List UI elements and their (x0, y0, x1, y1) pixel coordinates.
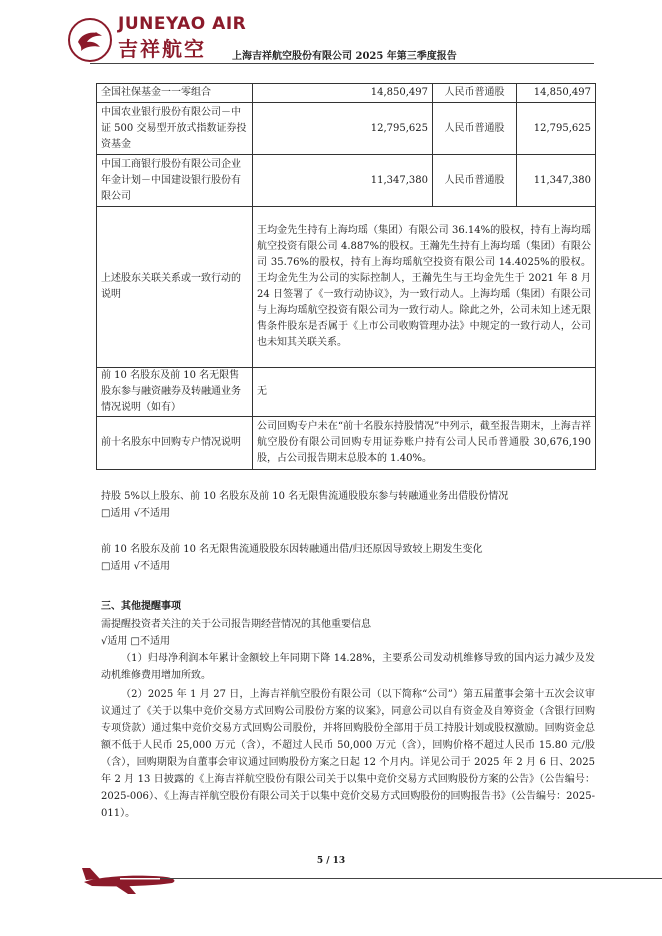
table-row (97, 103, 596, 155)
paragraph-2: （2）2025 年 1 月 27 日，上海吉祥航空股份有限公司（以下简称“公司”）第五届董事会第十五次会议审议通过了《关于以集中竞价交易方式回购公司股份方案的议案》，同意公司以自有资金及自筹资金（含银行回购专项贷款）通过集中竞价交易方式回购公司股份，并将回购股份全部用于员工持股计划或股权激励。回购资金总额不低于人民币 25,000 万元（含），不超过人民币 50,000 万元（含），回购价格不超过人民币 15.80 元/股（含），回购期限为自董事会审议通过回购股份方案之日起 12 个月内。详见公司于 2025 年 2 月 6 日、2025 年 2 月 13 日披露的《上海吉祥航空股份有限公司关于以集中竞价交易方式回购股份方案的公告》（公告编号：2025-006）、《上海吉祥航空股份有限公司关于以集中竞价交易方式回购股份的回购报告书》（公告编号：2025-011）。 (101, 689, 595, 819)
table-row (97, 368, 596, 417)
paragraph-1: （1）归母净利润本年累计金额较上年同期下降 14.28%，主要系公司发动机维修导致的国内运力减少及发动机维修费用增加所致。 (101, 653, 595, 681)
share-class: 人民币普通股 (433, 84, 517, 103)
table-row (97, 417, 596, 470)
shareholder-name: 中国工商银行股份有限公司企业年金计划－中国建设银行股份有限公司 (97, 155, 253, 207)
footer-divider (160, 878, 662, 879)
section-intro: 需提醒投资者关注的关于公司报告期经营情况的其他重要信息 (101, 619, 371, 630)
shareholder-name: 中国农业银行股份有限公司－中证 500 交易型开放式指数证券投资基金 (97, 103, 253, 155)
report-title: 上海吉祥航空股份有限公司 2025 年第三季度报告 (232, 51, 457, 62)
table-row (97, 207, 596, 368)
section-title: 三、其他提醒事项 (101, 601, 181, 612)
juneyao-logo-icon (68, 18, 112, 62)
lending-options: □适用 √不适用 (101, 508, 170, 519)
buyback-text: 公司回购专户未在“前十名股东持股情况”中列示，截至报告期末，上海吉祥航空股份有限公司回购专用证券账户持有公司人民币普通股 30,676,190 股，占公司报告期末总股本的 1.40%。 (253, 417, 596, 470)
related-text: 王均金先生持有上海均瑶（集团）有限公司 36.14%的股权，持有上海均瑶航空投资有限公司 4.887%的股权。王瀚先生持有上海均瑶（集团）有限公司 35.76%的股权，持有上海均瑶航空投资有限公司 14.4025%的股权。王均金先生为公司的实际控制人，王瀚先生与王均金先生于 2021 年 8 月 24 日签署了《一致行动协议》，为一致行动人。上海均瑶（集团）有限公司与上海均瑶航空投资有限公司为一致行动人。除此之外，公司未知上述无限售条件股东是否属于《上市公司收购管理办法》中规定的一致行动人，公司也未知其关联关系。 (253, 207, 596, 368)
margin-label: 前 10 名股东及前 10 名无限售股东参与融资融券及转融通业务情况说明（如有） (97, 368, 253, 417)
buyback-label: 前十名股东中回购专户情况说明 (97, 417, 253, 470)
lending-title: 持股 5%以上股东、前 10 名股东及前 10 名无限售流通股股东参与转融通业务出借股份情况 (101, 491, 509, 502)
share-quantity: 12,795,625 (517, 103, 596, 155)
shareholder-table (96, 83, 596, 470)
table-row (97, 84, 596, 103)
change-options: □适用 √不适用 (101, 561, 170, 572)
shareholder-name: 全国社保基金一一零组合 (97, 84, 253, 103)
header-divider (90, 63, 594, 64)
logo-english: JUNEYAO AIR (118, 14, 247, 34)
share-quantity: 11,347,380 (517, 155, 596, 207)
airplane-icon (80, 862, 180, 898)
table-row (97, 155, 596, 207)
page-header (0, 0, 662, 74)
share-count: 14,850,497 (253, 84, 433, 103)
share-count: 11,347,380 (253, 155, 433, 207)
page-number: 5 / 13 (316, 856, 346, 866)
section-options: √适用 □不适用 (101, 636, 170, 647)
share-class: 人民币普通股 (433, 155, 517, 207)
related-label: 上述股东关联关系或一致行动的说明 (97, 207, 253, 368)
share-count: 12,795,625 (253, 103, 433, 155)
share-class: 人民币普通股 (433, 103, 517, 155)
margin-text: 无 (253, 368, 596, 417)
logo-chinese: 吉祥航空 (118, 37, 206, 61)
share-quantity: 14,850,497 (517, 84, 596, 103)
change-title: 前 10 名股东及前 10 名无限售流通股股东因转融通出借/归还原因导致较上期发生变化 (101, 544, 483, 555)
